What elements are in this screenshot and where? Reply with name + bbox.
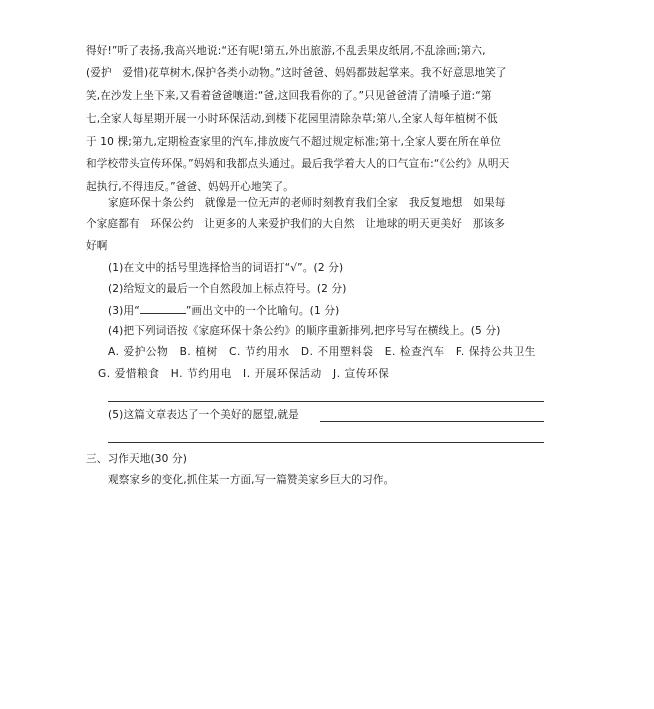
answer-line-q5-extra[interactable] (108, 442, 544, 443)
underline-sample-blank (140, 303, 186, 314)
story-line: 起执行,不得违反。”爸爸、妈妈开心地笑了。 (86, 181, 294, 193)
story-line: 和学校带头宣传环保。”妈妈和我都点头通过。最后我学着大人的口气宣布:“《公约》从明天 (86, 158, 510, 170)
question-2: (2)给短文的最后一个自然段加上标点符号。(2 分) (108, 283, 347, 295)
question-3-prefix: (3)用“ (108, 305, 140, 317)
question-3 (108, 303, 339, 318)
writing-prompt: 观察家乡的变化,抓住某一方面,写一篇赞美家乡巨大的习作。 (108, 474, 395, 486)
last-paragraph-line: 家庭环保十条公约 就像是一位无声的老师时刻教育我们全家 我反复地想 如果每 (108, 197, 506, 209)
word-options-row-1: A. 爱护公物 B. 植树 C. 节约用水 D. 不用塑料袋 E. 检查汽车 F. 保持公共卫生 (108, 346, 536, 358)
question-1: (1)在文中的括号里选择恰当的词语打“√”。(2 分) (108, 262, 344, 274)
answer-line-q4[interactable] (108, 401, 544, 402)
word-options-row-2: G. 爱惜粮食 H. 节约用电 I. 开展环保活动 J. 宣传环保 (98, 368, 390, 380)
question-5: (5)这篇文章表达了一个美好的愿望,就是 (108, 409, 299, 421)
last-paragraph-line: 好啊 (86, 240, 108, 252)
question-4: (4)把下列词语按《家庭环保十条公约》的顺序重新排列,把序号写在横线上。(5 分) (108, 325, 501, 337)
section-3-heading: 三、习作天地(30 分) (86, 453, 188, 465)
story-line: 笑,在沙发上坐下来,又看着爸爸嚷道:“爸,这回我看你的了。”只见爸爸清了清嗓子道:“第 (86, 90, 492, 102)
last-paragraph-line: 个家庭都有 环保公约 让更多的人来爱护我们的大自然 让地球的明天更美好 那该多 (86, 218, 506, 230)
story-line: 七,全家人每星期开展一小时环保活动,到楼下花园里清除杂草;第八,全家人每年植树不低 (86, 113, 498, 125)
story-line: 得好!”听了表扬,我高兴地说:“还有呢!第五,外出旅游,不乱丢果皮纸屑,不乱涂画;第六, (86, 45, 486, 57)
story-line: (爱护 爱惜)花草树木,保护各类小动物。”这时爸爸、妈妈都鼓起掌来。我不好意思地笑了 (86, 67, 507, 79)
story-line: 于 10 棵;第九,定期检查家里的汽车,排放废气不超过规定标准;第十,全家人要在所在单位 (86, 136, 501, 148)
question-3-suffix: ”画出文中的一个比喻句。(1 分) (185, 305, 340, 317)
answer-line-q5[interactable] (320, 421, 544, 422)
